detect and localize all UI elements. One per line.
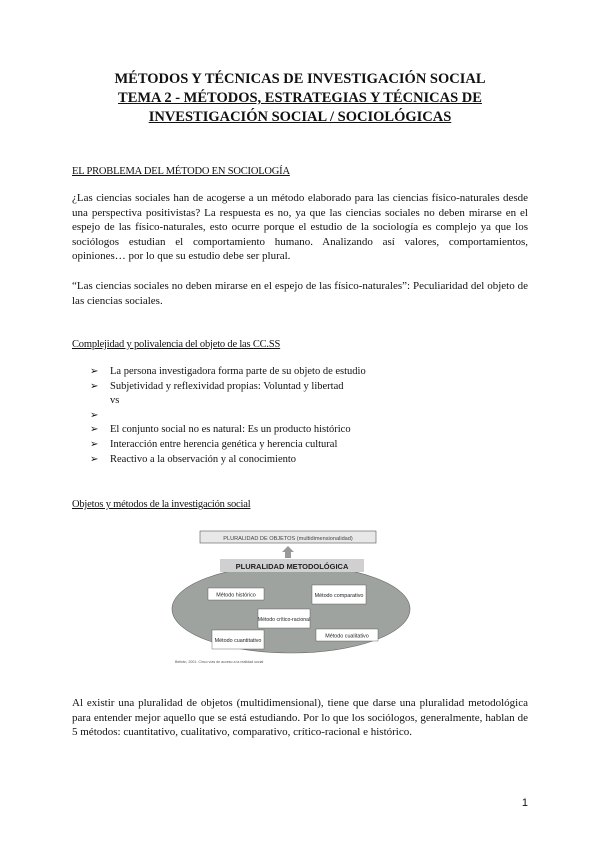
list-item: ➢ La persona investigadora forma parte de su objeto de estudio: [90, 365, 366, 380]
method-comparative-label: Método comparativo: [314, 593, 364, 599]
paragraph-quote: “Las ciencias sociales no deben mirarse en el espejo de las físico-naturales”: Peculiaridad del objeto de las ciencias sociales.: [72, 280, 528, 307]
arrow-bullet-icon: ➢: [90, 366, 99, 377]
methods-band-label: PLURALIDAD METODOLÓGICA: [235, 562, 349, 571]
objects-box-label: PLURALIDAD DE OBJETOS (multidimensionalidad): [223, 536, 353, 542]
arrow-bullet-icon: ➢: [90, 409, 99, 421]
method-critical-label: Método crítico-racional: [257, 617, 311, 623]
page-number: 1: [521, 797, 528, 809]
title-line-2: TEMA 2 - MÉTODOS, ESTRATEGIAS Y TÉCNICAS DE: [118, 90, 482, 106]
section-heading-complexity: Complejidad y polivalencia del objeto de las CC.SS: [72, 339, 281, 350]
methods-diagram: [170, 525, 432, 665]
section-heading-method-problem: EL PROBLEMA DEL MÉTODO EN SOCIOLOGÍA: [72, 166, 290, 177]
title-line-1: MÉTODOS Y TÉCNICAS DE INVESTIGACIÓN SOCIAL: [114, 71, 486, 87]
complexity-list: [90, 365, 366, 467]
arrow-bullet-icon: ➢: [90, 453, 99, 465]
method-qualitative-label: Método cualitativo: [325, 633, 369, 640]
list-item: ➢ Subjetividad y reflexividad propias: Voluntad y libertad: [90, 380, 366, 395]
list-item: ➢ Interacción entre herencia genética y herencia cultural: [90, 438, 366, 453]
section-heading-objects-methods: Objetos y métodos de la investigación social: [72, 499, 251, 510]
paragraph-positivism: ¿Las ciencias sociales han de acogerse a un método elaborado para las ciencias físico-naturales desde una perspectiva positivistas? La respuesta es no, ya que las ciencias sociales no deben mirarse en el espejo de las físico-naturales, esto ocurre porque el estudio de la sociología es complejo ya que los sociólogos estudian el comportamiento humano. Analizando así valores, comportamientos, opiniones… por lo que su estudio debe ser plural.: [72, 192, 528, 263]
list-item-vs: vs: [110, 395, 120, 407]
list-item: [90, 409, 366, 424]
title-line-3: INVESTIGACIÓN SOCIAL / SOCIOLÓGICAS: [148, 109, 452, 125]
method-quantitative-label: Método cuantitativo: [214, 638, 262, 644]
list-item: ➢ El conjunto social no es natural: Es un producto histórico: [90, 423, 366, 438]
arrow-bullet-icon: ➢: [90, 424, 99, 436]
document-title: [60, 70, 540, 127]
paragraph-plurality: Al existir una pluralidad de objetos (multidimensional), tiene que darse una pluralidad metodológica para entender mejor aquello que se está estudiando. Por lo que los sociólogos, generalmente, hablan de 5 métodos: cuantitativo, cualitativo, comparativo, crítico-racional e histórico.: [72, 697, 528, 739]
arrow-bullet-icon: ➢: [90, 380, 99, 392]
list-item: ➢ Reactivo a la observación y al conocimiento: [90, 453, 366, 468]
figure-source: Beltrán, 2001. Cinco vías de acceso a la realidad social: [175, 660, 264, 664]
arrow-bullet-icon: ➢: [90, 438, 99, 450]
up-arrow-icon: [282, 546, 294, 558]
method-historic-label: Método histórico: [216, 592, 256, 599]
